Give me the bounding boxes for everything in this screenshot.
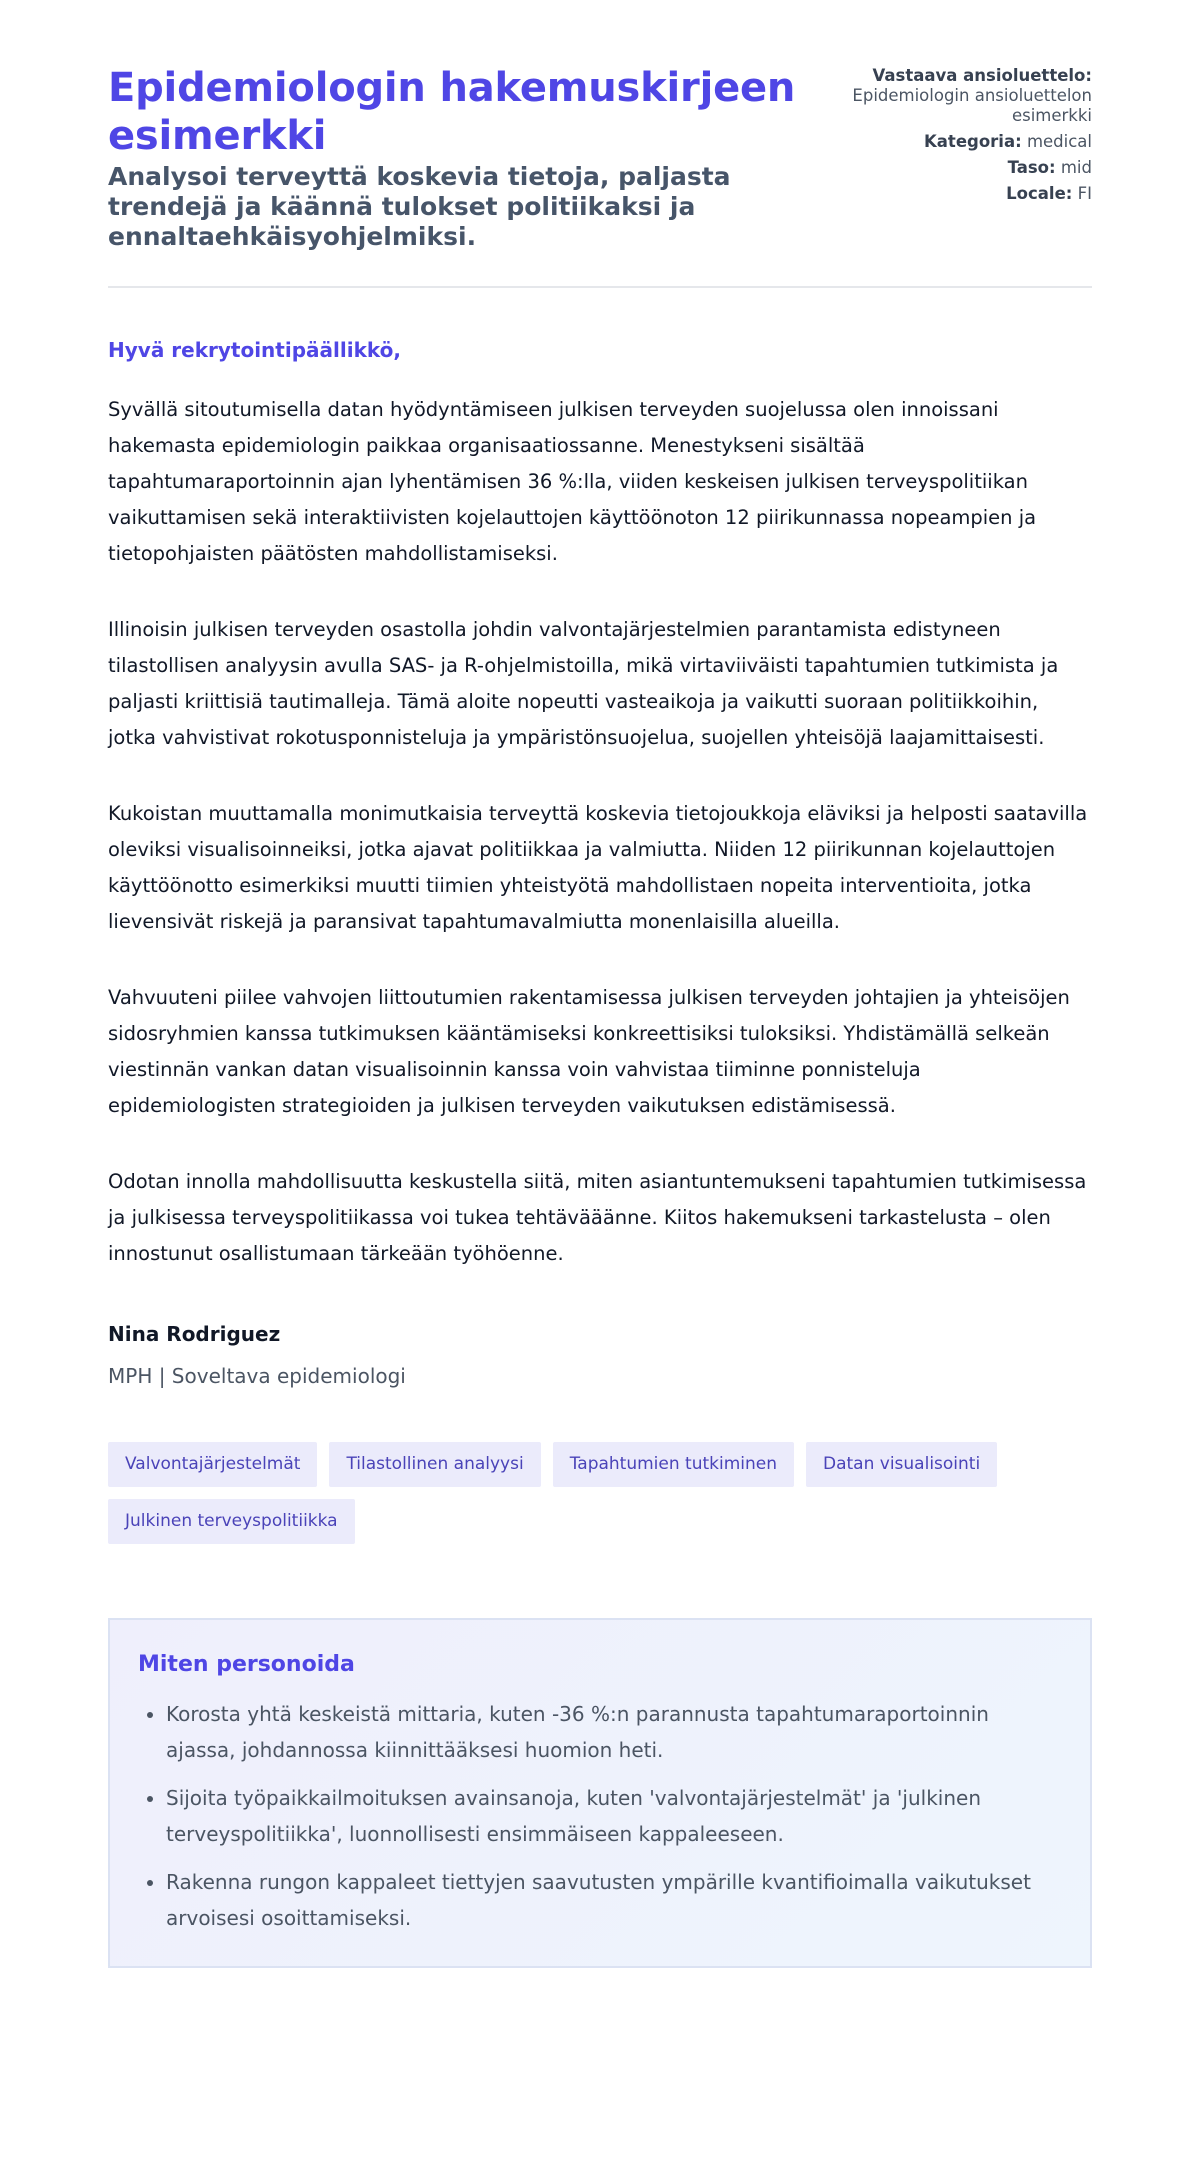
letter-paragraph: Illinoisin julkisen terveyden osastolla johdin valvontajärjestelmien parantamista edistyneen tilastollisen analyysin avulla SAS- ja R-ohjelmistoilla, mikä virtaviiväisti tapahtumien tutkimista ja paljasti kriittisiä tautimalleja. Tämä aloite nopeutti vasteaikoja ja vaikutti suoraan politiikkoihin, jotka vahvistivat rokotusponnisteluja ja ympäristönsuojelua, suojellen yhteisöjä laajamittaisesti. — [108, 618, 1059, 749]
meta-level-label: Taso: — [1007, 158, 1056, 177]
meta-locale — [832, 184, 1092, 204]
meta-category — [832, 132, 1092, 152]
page-title: Epidemiologin hakemuskirjeen esimerkki — [108, 65, 796, 159]
meta-locale-label: Locale: — [1006, 184, 1073, 203]
meta-info — [832, 66, 1092, 210]
skill-tag[interactable]: Valvontajärjestelmät — [108, 1442, 317, 1487]
header-title-block — [108, 64, 828, 252]
meta-resume-link[interactable]: Epidemiologin ansioluettelon esimerkki — [852, 86, 1092, 125]
tip-item: • Sijoita työpaikkailmoituksen avainsanoja, kuten 'valvontajärjestelmät' ja 'julkinen terveyspolitiikka', luonnollisesti ensimmäiseen kappaleeseen. — [166, 1780, 1062, 1852]
letter — [108, 336, 1092, 1390]
meta-category-label: Kategoria: — [924, 132, 1022, 151]
tip-item: • Korosta yhtä keskeistä mittaria, kuten -36 %:n parannusta tapahtumaraportoinnin ajassa, johdannossa kiinnittääksesi huomion heti. — [166, 1696, 1062, 1768]
signature — [108, 1320, 1092, 1390]
meta-resume-label: Vastaava ansioluettelo: — [872, 66, 1092, 85]
signature-title: MPH | Soveltava epidemiologi — [108, 1364, 406, 1388]
signature-name: Nina Rodriguez — [108, 1322, 281, 1346]
letter-greeting: Hyvä rekrytointipäällikkö, — [108, 338, 401, 362]
page-subtitle: Analysoi terveyttä koskevia tietoja, paljasta trendejä ja käännä tulokset politiikaksi ja ennaltaehkäisyohjelmiksi. — [108, 162, 731, 251]
meta-category-value: medical — [1026, 132, 1092, 151]
letter-body — [108, 392, 1092, 1272]
letter-paragraph: Syvällä sitoutumisella datan hyödyntämiseen julkisen terveyden suojelussa olen innoissani hakemasta epidemiologin paikkaa organisaatiossanne. Menestykseni sisältää tapahtumaraportoinnin ajan lyhentämisen 36 %:lla, viiden keskeisen julkisen terveyspolitiikan vaikuttamisen sekä interaktiivisten kojelauttojen käyttöönoton 12 piirikunnassa nopeampien ja tietopohjaisten päätösten mahdollistamiseksi. — [108, 398, 1037, 565]
letter-paragraph: Kukoistan muuttamalla monimutkaisia terveyttä koskevia tietojoukkoja eläviksi ja helposti saatavilla oleviksi visualisoinneiksi, jotka ajavat politiikkaa ja valmiutta. Niiden 12 piirikunnan kojelauttojen käyttöönotto esimerkiksi muutti tiimien yhteistyötä mahdollistaen nopeita interventioita, jotka lievensivät riskejä ja paransivat tapahtumavalmiutta monenlaisilla alueilla. — [108, 802, 1088, 933]
tip-item: • Rakenna rungon kappaleet tiettyjen saavutusten ympärille kvantifioimalla vaikutukset arvoisesi osoittamiseksi. — [166, 1864, 1062, 1936]
letter-paragraph: Odotan innolla mahdollisuutta keskustella siitä, miten asiantuntemukseni tapahtumien tutkimisessa ja julkisessa terveyspolitiikassa voi tukea tehtävääänne. Kiitos hakemukseni tarkastelusta – olen innostunut osallistumaan tärkeään työhöenne. — [108, 1170, 1087, 1265]
personalization-tips — [108, 1618, 1092, 1968]
letter-paragraph: Vahvuuteni piilee vahvojen liittoutumien rakentamisessa julkisen terveyden johtajien ja yhteisöjen sidosryhmien kanssa tutkimuksen kääntämiseksi konkreettisiksi tuloksiksi. Yhdistämällä selkeän viestinnän vankan datan visualisoinnin kanssa voin vahvistaa tiiminne ponnisteluja epidemiologisten strategioiden ja julkisen terveyden vaikutuksen edistämisessä. — [108, 986, 1070, 1117]
meta-resume — [832, 66, 1092, 126]
skill-tags — [108, 1442, 1008, 1544]
skill-tag[interactable]: Tapahtumien tutkiminen — [553, 1442, 794, 1487]
tips-title: Miten personoida — [138, 1652, 355, 1677]
meta-level-value: mid — [1060, 158, 1092, 177]
skill-tag[interactable]: Datan visualisointi — [806, 1442, 997, 1487]
meta-locale-value: FI — [1077, 184, 1092, 203]
tips-list — [138, 1696, 1062, 1936]
meta-level — [832, 158, 1092, 178]
skill-tag[interactable]: Tilastollinen analyysi — [329, 1442, 540, 1487]
page-header — [108, 64, 1092, 288]
skill-tag[interactable]: Julkinen terveyspolitiikka — [108, 1499, 355, 1544]
